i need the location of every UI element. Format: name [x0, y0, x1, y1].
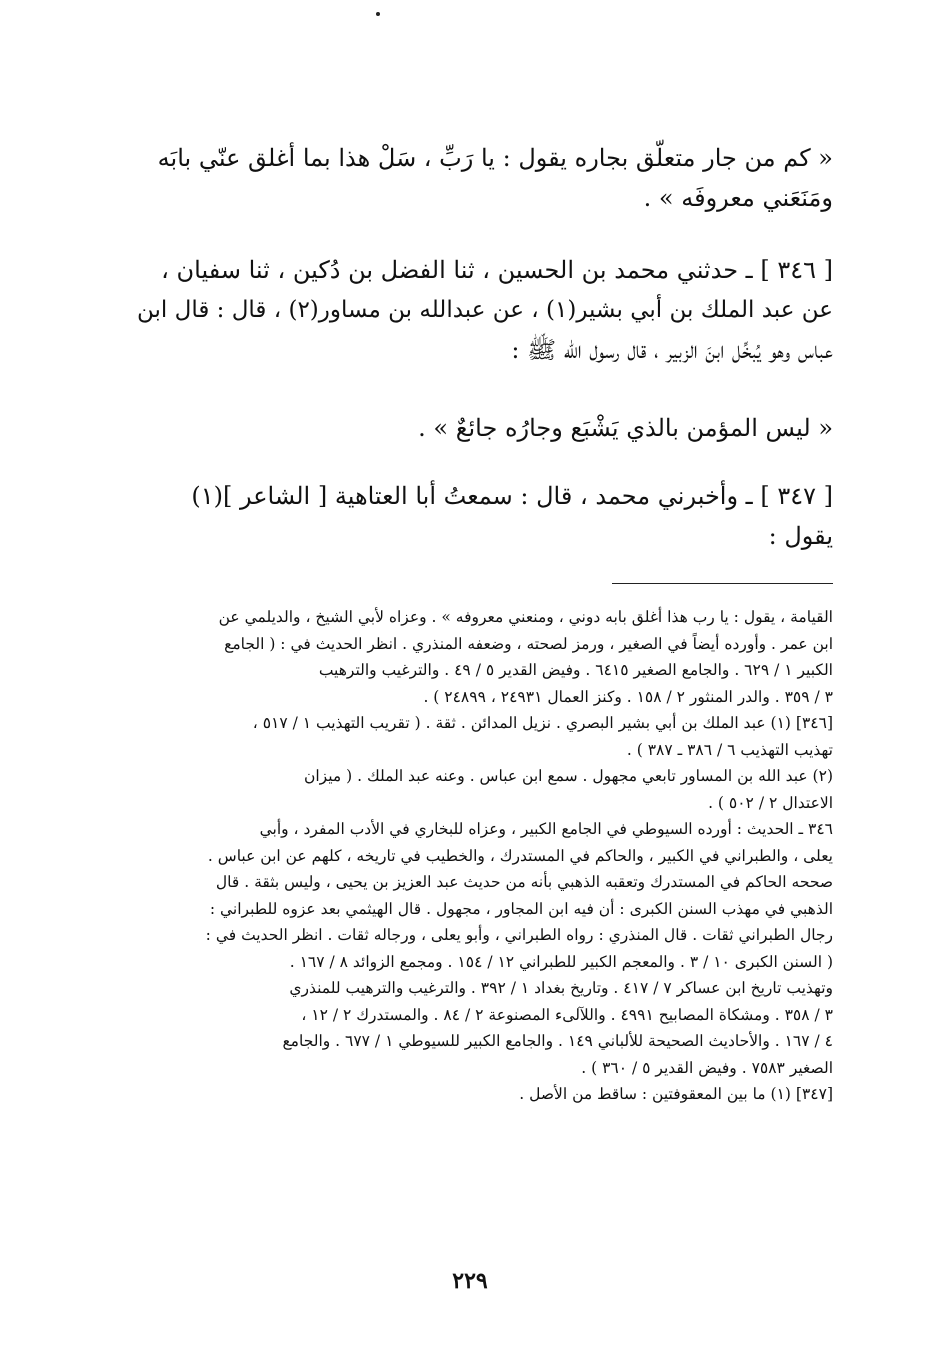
footnote-line: الاعتدال ٢ / ٥٠٢ ) .	[708, 793, 833, 812]
footnote-line: القيامة ، يقول : يا رب هذا أغلق بابه دوني ، ومنعني معروفه » . وعزاه لأبي الشيخ ، والديلمي عن	[218, 608, 833, 626]
ink-dot	[376, 12, 380, 16]
footnote-line: [٣٤٦] (١) عبد الملك بن أبي بشير البصري . نزيل المدائن . ثقة . ( تقريب التهذيب ١ / ٥١٧ ،	[252, 714, 833, 732]
quote-1-line: ومَنَعَني معروفَه » .	[643, 184, 833, 212]
quote-1-line: « كم من جار متعلّق بجاره يقول : يا رَبِّ ، سَلْ هذا بما أغلق عنّي بابَه	[157, 144, 833, 172]
footnote-divider	[612, 583, 833, 584]
hadith-346	[137, 250, 833, 370]
footnote-line: رجال الطبراني ثقات . قال المنذري : رواه الطبراني ، وأبو يعلى ، ورجاله ثقات . انظر الحديث في :	[205, 926, 833, 944]
footnote-line: وتهذيب تاريخ ابن عساكر ٧ / ٤١٧ . وتاريخ بغداد ١ / ٣٩٢ . والترغيب والترهيب للمنذري	[289, 979, 833, 997]
footnote-line: تهذيب التهذيب ٦ / ٣٨٦ ـ ٣٨٧ ) .	[626, 740, 833, 759]
footnote-line: ( السنن الكبرى ١٠ / ٣ . والمعجم الكبير للطبراني ١٢ / ١٥٤ . ومجمع الزوائد ٨ / ١٦٧ .	[289, 952, 833, 971]
quote-2	[137, 408, 833, 448]
footnote-line: يعلى ، والطبراني في الكبير ، والحاكم في المستدرك ، والخطيب في تاريخه ، كلهم عن ابن عباس .	[207, 846, 833, 865]
footnote-line: الذهبي في مهذب السنن الكبرى : أن فيه ابن المجاور ، مجهول . قال الهيثمي بعد عزوه للطبراني :	[209, 899, 833, 918]
page-number: ٢٢٩	[452, 1268, 488, 1294]
quote-1	[137, 138, 833, 218]
hadith-347-line: يقول :	[768, 522, 833, 550]
footnote-line: (٢) عبد الله بن المساور تابعي مجهول . سمع ابن عباس . وعنه عبد الملك . ( ميزان	[303, 767, 833, 785]
footnote-line: الكبير ١ / ٦٢٩ . والجامع الصغير ٦٤١٥ . وفيض القدير ٥ / ٤٩ . والترغيب والترهيب	[318, 661, 833, 679]
footnote-line: ٣ / ٣٥٨ . ومشكاة المصابيح ٤٩٩١ . واللآلىء المصنوعة ٢ / ٨٤ . والمستدرك ٢ / ١٢ ،	[301, 1005, 833, 1024]
footnote-line: ابن عمر . وأورده أيضاً في الصغير ، ورمز لصحته ، وضعفه المنذري . انظر الحديث في : ( الجامع	[224, 634, 833, 653]
hadith-347	[137, 476, 833, 556]
quote-2-line: « ليس المؤمن بالذي يَشْبَع وجارُه جائعٌ » .	[418, 414, 833, 442]
hadith-346-line: عباس وهو يُبخِّل ابنَ الزبير ، قال رسول الله ﷺ :	[511, 336, 833, 364]
hadith-346-line: [ ٣٤٦ ] ـ حدثني محمد بن الحسين ، ثنا الفضل بن دُكين ، ثنا سفيان ،	[161, 256, 833, 284]
footnote-line: ٣٤٦ ـ الحديث : أورده السيوطي في الجامع الكبير ، وعزاه للبخاري في الأدب المفرد ، وأبي	[259, 820, 833, 838]
footnote-line: [٣٤٧] (١) ما بين المعقوفتين : ساقط من الأصل .	[519, 1085, 833, 1103]
footnote-line: صححه الحاكم في المستدرك وتعقبه الذهبي بأنه من حديث عبد العزيز بن يحيى ، وليس بثقة . قال	[215, 873, 833, 891]
hadith-347-line: [ ٣٤٧ ] ـ وأخبرني محمد ، قال : سمعتُ أبا العتاهية [ الشاعر ](١)	[191, 482, 833, 510]
footnotes	[137, 604, 833, 1108]
footnote-line: ٣ / ٣٥٩ . والدر المنثور ٢ / ١٥٨ . وكنز العمال ٢٤٩٣١ ، ٢٤٨٩٩ ) .	[423, 687, 833, 706]
footnote-line: ٤ / ١٦٧ . والأحاديث الصحيحة للألباني ١٤٩ . والجامع الكبير للسيوطي ١ / ٦٧٧ . والجامع	[282, 1032, 833, 1050]
hadith-346-line: عن عبد الملك بن أبي بشير(١) ، عن عبدالله بن مساور(٢) ، قال : قال ابن	[137, 297, 833, 323]
footnote-line: الصغير ٧٥٨٣ . وفيض القدير ٥ / ٣٦٠ ) .	[581, 1058, 833, 1077]
